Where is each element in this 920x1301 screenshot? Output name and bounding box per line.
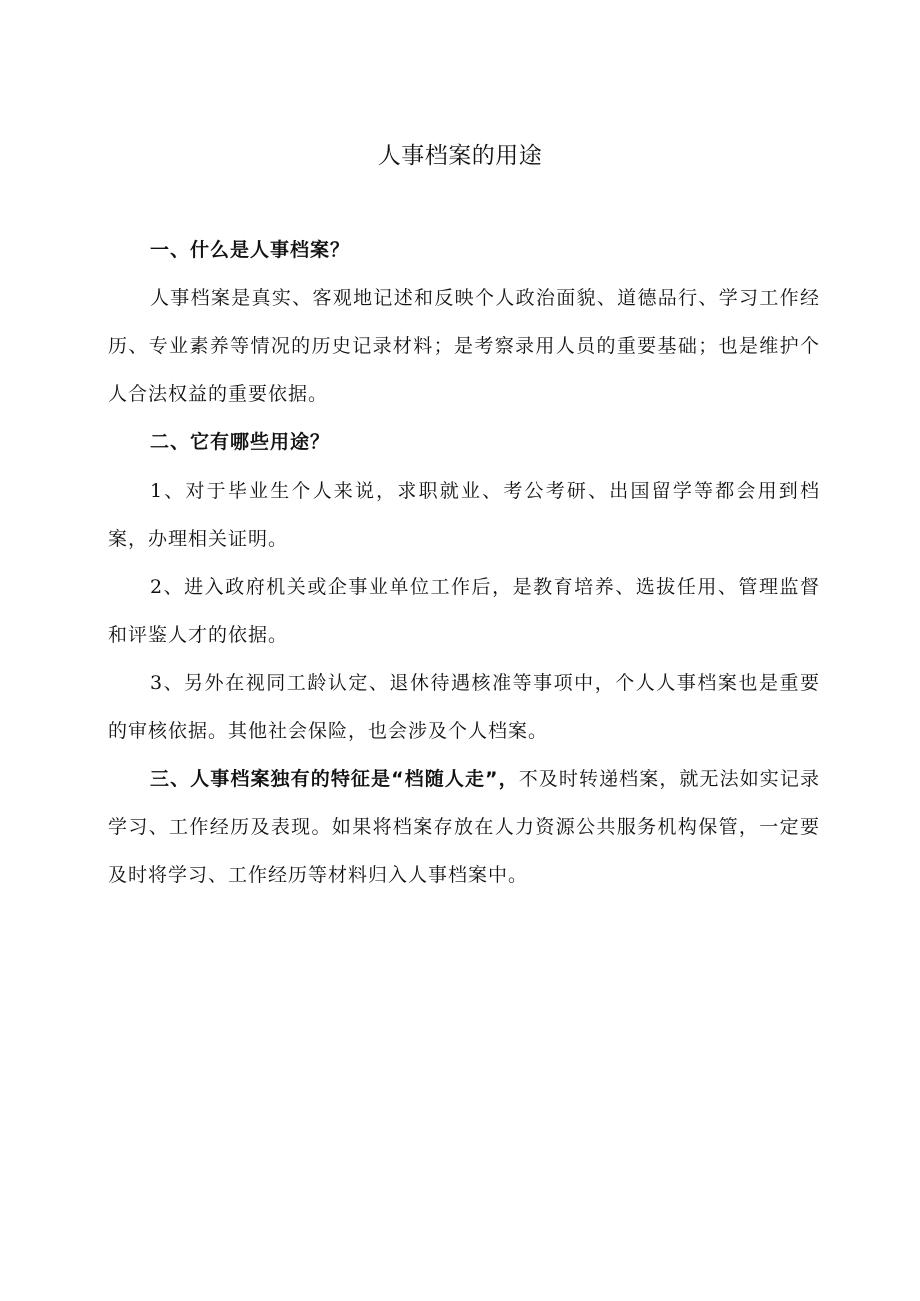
section-3-bold-lead: 三、人事档案独有的特征是“档随人走”， — [150, 768, 519, 790]
section-2-item-1: 1、对于毕业生个人来说，求职就业、考公考研、出国留学等都会用到档案，办理相关证明。 — [108, 480, 820, 550]
section-1-heading: 一、什么是人事档案？ — [150, 239, 351, 261]
section-3-paragraph — [108, 755, 820, 899]
section-2-item-2: 2、进入政府机关或企事业单位工作后，是教育培养、选拔任用、管理监督和评鉴人才的依据。 — [108, 576, 820, 646]
section-2-item-3: 3、另外在视同工龄认定、退休待遇核准等事项中，个人人事档案也是重要的审核依据。其他社会保险，也会涉及个人档案。 — [108, 672, 820, 742]
section-3-text: 不及时转递档案，就无法如实记录学习、工作经历及表现。如果将档案存放在人力资源公共服务机构保管，一定要及时将学习、工作经历等材料归入人事档案中。 — [108, 768, 820, 886]
page-title: 人事档案的用途 — [377, 143, 543, 169]
section-2-heading: 二、它有哪些用途？ — [150, 431, 331, 453]
section-1-paragraph: 人事档案是真实、客观地记述和反映个人政治面貌、道德品行、学习工作经历、专业素养等情况的历史记录材料；是考察录用人员的重要基础；也是维护个人合法权益的重要依据。 — [108, 287, 820, 405]
